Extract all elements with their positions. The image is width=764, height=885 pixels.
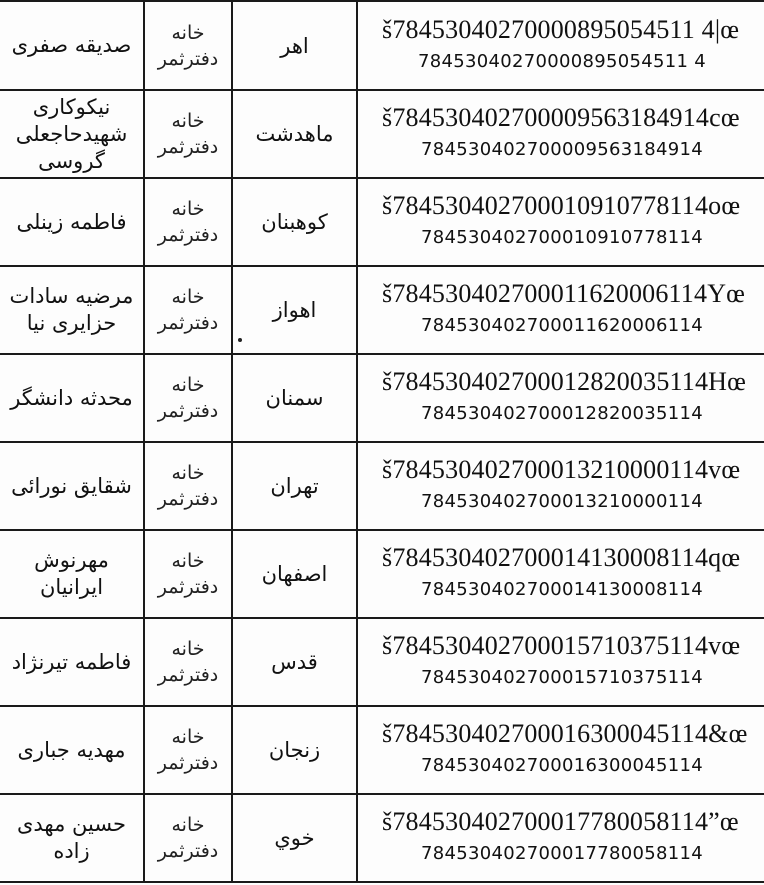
barcode-text: š784530402700009563184914cœ [382, 103, 740, 132]
office-type-cell [144, 178, 232, 266]
office-type-line-1: خانه [171, 550, 205, 572]
scan-speck [238, 338, 242, 342]
city-cell [232, 178, 357, 266]
tracking-number: 784530402700014130008114 [420, 579, 704, 600]
recipient-name-cell [0, 1, 144, 90]
office-type-cell [144, 90, 232, 178]
office-type-line-2: دفترثمر [157, 664, 219, 686]
table-row [0, 530, 764, 618]
recipient-name-cell [0, 442, 144, 530]
tracking-code-cell [357, 90, 764, 178]
office-type-line-1: خانه [171, 462, 205, 484]
barcode-text: š784530402700011620006114Yœ [382, 279, 746, 308]
office-type-line-2: دفترثمر [157, 224, 219, 246]
recipient-name: شقایق نورائی [11, 473, 132, 498]
recipient-name-cell [0, 530, 144, 618]
recipient-name-cell [0, 706, 144, 794]
office-type-line-2: دفترثمر [157, 47, 219, 70]
recipient-name: محدثه دانشگر [10, 385, 133, 410]
city-name: اهر [280, 33, 309, 58]
office-type-cell [144, 794, 232, 882]
office-type-line-1: خانه [171, 198, 205, 220]
recipient-name: صدیقه صفری [11, 33, 132, 57]
tracking-number: 784530402700017780058114 [420, 843, 704, 864]
recipient-name: حسین مهدی زاده [16, 812, 127, 863]
city-name: اصفهان [261, 562, 328, 586]
office-type-line-1: خانه [171, 374, 205, 396]
table-row [0, 178, 764, 266]
table-row [0, 90, 764, 178]
city-name: اهواز [272, 298, 317, 322]
city-name: ماهدشت [255, 122, 334, 146]
office-type-cell [144, 706, 232, 794]
recipient-name-cell [0, 354, 144, 442]
office-type-line-1: خانه [171, 814, 205, 836]
table-row [0, 794, 764, 882]
city-cell [232, 266, 357, 354]
tracking-code-cell [357, 794, 764, 882]
tracking-number: 784530402700009563184914 [420, 139, 704, 160]
barcode-text: š784530402700015710375114vœ [382, 631, 741, 660]
recipient-name-cell [0, 178, 144, 266]
table-row [0, 1, 764, 90]
office-type-cell [144, 442, 232, 530]
office-type-line-2: دفترثمر [157, 400, 219, 422]
table-row [0, 706, 764, 794]
table-row [0, 266, 764, 354]
barcode-text: š784530402700012820035114Hœ [382, 367, 747, 396]
recipient-name: فاطمه تیرنژاد [11, 649, 132, 674]
tracking-number: 784530402700015710375114 [420, 667, 704, 688]
barcode-text: š784530402700013210000114vœ [382, 455, 741, 484]
barcode-text: š784530402700016300045114&œ [382, 719, 748, 748]
city-cell [232, 354, 357, 442]
recipient-name: فاطمه زینلی [16, 209, 127, 234]
city-cell [232, 794, 357, 882]
barcode-text: š784530402700014130008114qœ [382, 543, 741, 572]
city-cell [232, 442, 357, 530]
recipient-name-cell [0, 618, 144, 706]
office-type-cell [144, 530, 232, 618]
tracking-code-cell [357, 178, 764, 266]
recipient-name: نیکوکاری شهیدحاجعلی گروسی [15, 94, 128, 173]
city-cell [232, 618, 357, 706]
table-row [0, 354, 764, 442]
office-type-line-2: دفترثمر [157, 576, 219, 598]
recipient-name: مرضیه سادات حزایری نیا [9, 284, 134, 335]
city-name: تهران [270, 474, 319, 498]
office-type-line-1: خانه [171, 638, 205, 660]
city-name: خوي [274, 826, 315, 850]
city-cell [232, 1, 357, 90]
city-cell [232, 530, 357, 618]
tracking-number: 784530402700012820035114 [420, 403, 704, 424]
city-cell [232, 706, 357, 794]
tracking-code-cell [357, 706, 764, 794]
tracking-code-cell [357, 266, 764, 354]
office-type-line-2: دفترثمر [157, 752, 219, 774]
tracking-number: 784530402700016300045114 [420, 755, 704, 776]
office-type-line-1: خانه [171, 21, 205, 44]
office-type-line-2: دفترثمر [157, 136, 219, 158]
city-name: قدس [271, 650, 318, 674]
office-type-line-2: دفترثمر [157, 488, 219, 510]
tracking-number: 784530402700013210000114 [420, 491, 704, 512]
recipient-name: مهدیه جباری [17, 737, 126, 762]
recipient-name-cell [0, 90, 144, 178]
office-type-line-1: خانه [171, 726, 205, 748]
recipient-name-cell [0, 794, 144, 882]
office-type-cell [144, 1, 232, 90]
tracking-code-cell [357, 618, 764, 706]
tracking-number: 784530402700010910778114 [420, 227, 704, 248]
tracking-code-cell [357, 1, 764, 90]
tracking-number: 78453040270000895054511 4 [417, 50, 707, 72]
office-type-cell [144, 618, 232, 706]
tracking-code-cell [357, 354, 764, 442]
office-type-line-1: خانه [171, 286, 205, 308]
city-cell [232, 90, 357, 178]
tracking-number: 784530402700011620006114 [420, 315, 704, 336]
city-name: سمنان [265, 386, 324, 410]
office-type-line-2: دفترثمر [157, 840, 219, 862]
barcode-text: š784530402700017780058114”œ [382, 807, 739, 836]
records-table-body [0, 1, 764, 882]
recipient-name-cell [0, 266, 144, 354]
tracking-code-cell [357, 530, 764, 618]
office-type-cell [144, 354, 232, 442]
city-name: زنجان [268, 738, 321, 762]
office-type-cell [144, 266, 232, 354]
barcode-text: š78453040270000895054511 4|œ [382, 14, 740, 44]
office-type-line-1: خانه [171, 110, 205, 132]
recipient-name: مهرنوش ایرانیان [34, 548, 109, 599]
city-name: کوهبنان [261, 210, 328, 234]
tracking-code-cell [357, 442, 764, 530]
office-type-line-2: دفترثمر [157, 312, 219, 334]
table-row [0, 442, 764, 530]
table-row [0, 618, 764, 706]
barcode-text: š784530402700010910778114oœ [382, 191, 741, 220]
